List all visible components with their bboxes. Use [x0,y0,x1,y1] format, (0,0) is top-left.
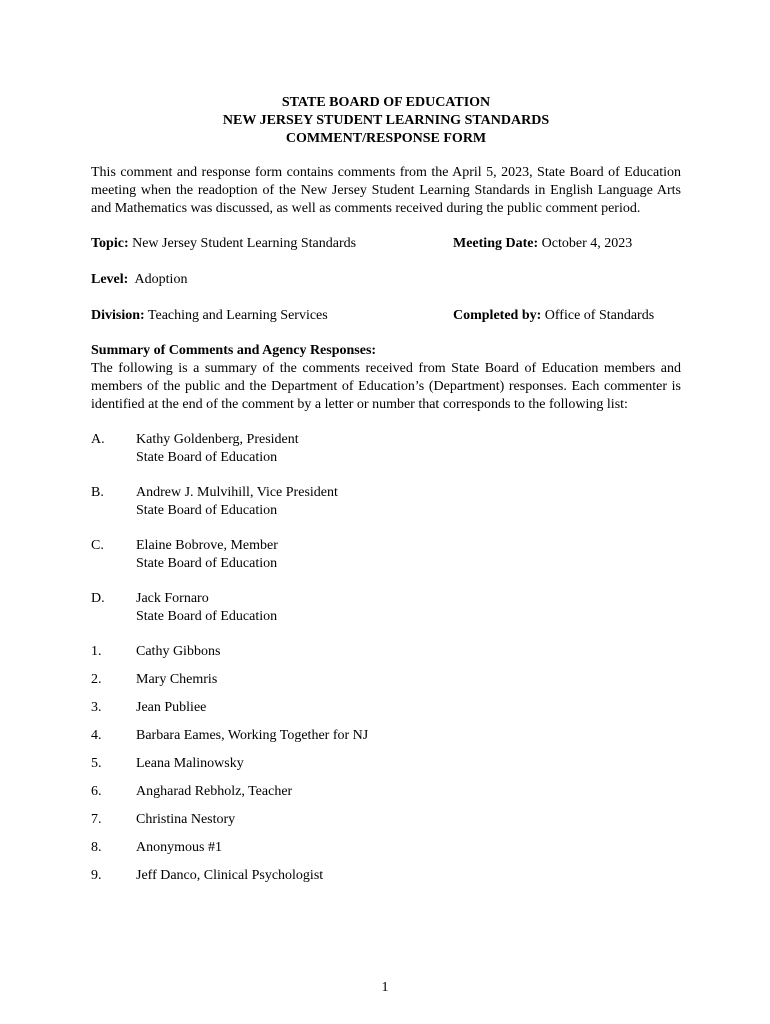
list-item-label: 1. [91,644,102,659]
list-item [91,755,681,773]
list-item-label: 3. [91,700,102,715]
list-item [91,671,681,689]
topic-value: New Jersey Student Learning Standards [128,236,357,251]
commenter-name: Christina Nestory [136,812,236,827]
list-item-label: 6. [91,784,102,799]
list-item [91,643,681,661]
list-item [91,590,681,626]
list-item [91,783,681,801]
member-org: State Board of Education [136,503,278,518]
summary-section [91,342,681,414]
list-item-label: 2. [91,672,102,687]
commenter-name: Angharad Rebholz, Teacher [136,784,293,799]
document-page [91,94,681,895]
list-item-label: 8. [91,840,102,855]
list-item [91,431,681,467]
member-org: State Board of Education [136,609,278,624]
list-item-label: 7. [91,812,102,827]
summary-title: Summary of Comments and Agency Responses: [91,343,377,358]
list-item [91,537,681,573]
list-item-label: 4. [91,728,102,743]
level-row [91,271,681,289]
division-value: Teaching and Learning Services [144,308,328,323]
level-label: Level: [91,272,129,287]
summary-body: The following is a summary of the comments received from State Board of Education members and members of the public and the Department of Education’s (Department) responses. Each commenter is identified at the end of the comment by a letter or number that corresponds to the following list: [91,361,681,412]
list-item-label: 9. [91,868,102,883]
commenter-name: Cathy Gibbons [136,644,221,659]
board-member-list [91,431,681,626]
level-value: Adoption [128,272,188,287]
topic-row [91,235,681,253]
header-line-3: COMMENT/RESPONSE FORM [285,131,487,146]
commenter-name: Anonymous #1 [136,840,222,855]
meeting-date-value: October 4, 2023 [538,236,633,251]
commenter-name: Mary Chemris [136,672,218,687]
division-label: Division: [91,308,145,323]
intro-paragraph: This comment and response form contains comments from the April 5, 2023, State Board of Education meeting when the readoption of the New Jersey Student Learning Standards in English Language Arts and Mathematics was discussed, as well as comments received during the public comment period. [91,165,681,216]
member-name: Jack Fornaro [136,591,209,606]
topic-label: Topic: [91,236,129,251]
commenter-name: Jean Publiee [136,700,207,715]
member-name: Elaine Bobrove, Member [136,538,278,553]
public-commenter-list [91,643,681,885]
member-name: Andrew J. Mulvihill, Vice President [136,485,338,500]
member-name: Kathy Goldenberg, President [136,432,299,447]
commenter-name: Barbara Eames, Working Together for NJ [136,728,369,743]
document-header [91,94,681,148]
list-item-label: B. [91,485,104,500]
list-item [91,839,681,857]
list-item [91,699,681,717]
list-item-label: A. [91,432,105,447]
member-org: State Board of Education [136,450,278,465]
commenter-name: Leana Malinowsky [136,756,244,771]
list-item-label: 5. [91,756,102,771]
meeting-date-label: Meeting Date: [453,236,539,251]
header-line-1: STATE BOARD OF EDUCATION [281,95,491,110]
completed-by-label: Completed by: [453,308,542,323]
list-item-label: D. [91,591,105,606]
list-item [91,484,681,520]
division-row [91,307,681,325]
list-item-label: C. [91,538,104,553]
commenter-name: Jeff Danco, Clinical Psychologist [136,868,324,883]
header-line-2: NEW JERSEY STUDENT LEARNING STANDARDS [222,113,550,128]
page-number: 1 [381,980,389,995]
list-item [91,727,681,745]
member-org: State Board of Education [136,556,278,571]
completed-by-value: Office of Standards [541,308,655,323]
list-item [91,867,681,885]
list-item [91,811,681,829]
